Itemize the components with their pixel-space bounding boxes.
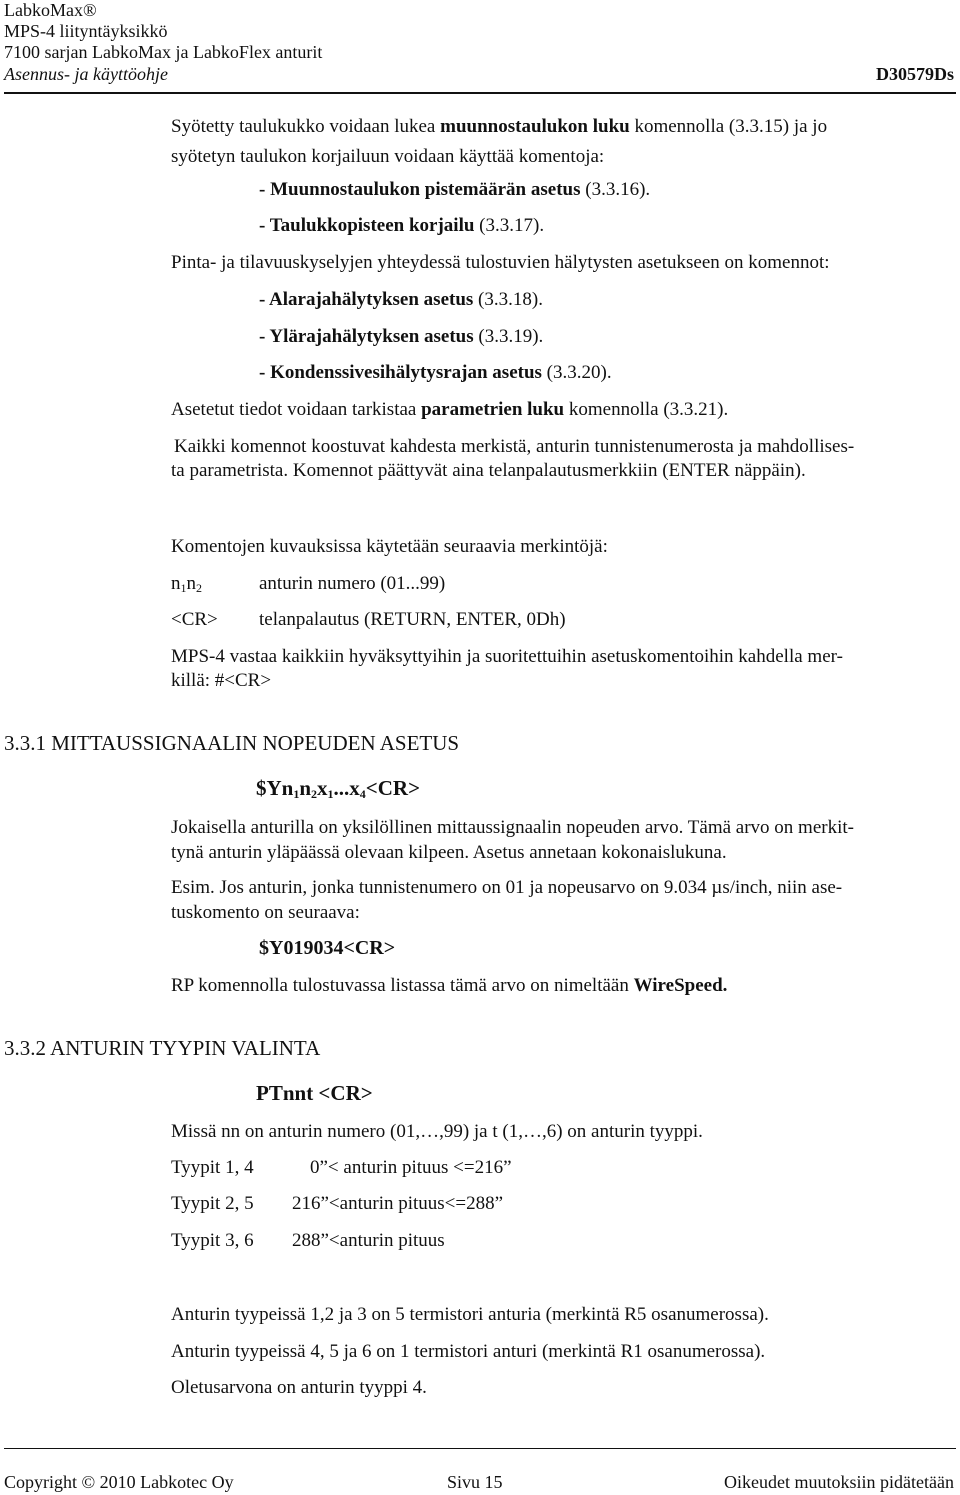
intro-paragraph-4-line2: ta parametrista. Komennot päättyvät aina telanpalautusmerkkiin (ENTER näppäin). [171,460,806,481]
notation-intro: Komentojen kuvauksissa käytetään seuraavia merkintöjä: [171,536,608,557]
section-331-paragraph-1-line2: tynä anturin yläpäässä olevaan kilpeen. Asetus annetaan kokonaislukuna. [171,842,727,863]
header-doc-title: Asennus- ja käyttöohje [4,64,168,84]
section-ref: (3.3.19). [473,326,544,347]
subscript: 1 [293,787,300,801]
notation-term-cr: <CR> [171,609,218,630]
intro-paragraph-1 [171,116,827,138]
parameter-name: WireSpeed. [633,975,728,996]
command-name: - Ylärajahälytyksen asetus [259,326,474,347]
type-row-desc: 288”<anturin pituus [292,1230,445,1251]
subscript: 2 [311,787,318,801]
command-name: muunnostaulukon luku [440,116,630,137]
command-name: - Alarajahälytyksen asetus [259,289,474,310]
command-list-item [259,326,543,348]
section-331-paragraph-1: Jokaisella anturilla on yksilöllinen mittaussignaalin nopeuden arvo. Tämä arvo on merkit- [171,817,854,838]
command-list-item [259,362,612,384]
reply-paragraph-line2: killä: #<CR> [171,670,272,691]
section-ref: (3.3.18). [473,289,543,310]
text: n [171,573,181,594]
footer-divider [4,1448,956,1449]
command-list-item [259,215,544,237]
type-row-desc: 0”< anturin pituus <=216” [310,1157,512,1178]
text: Syötetty taulukukko voidaan lukea [171,116,441,137]
footer-rights: Oikeudet muutoksiin pidätetään [724,1472,954,1492]
notation-desc-cr: telanpalautus (RETURN, ENTER, 0Dh) [259,609,566,630]
type-row-desc: 216”<anturin pituus<=288” [292,1193,504,1214]
text: RP komennolla tulostuvassa listassa tämä arvo on nimeltään [171,975,634,996]
section-ref: (3.3.17). [474,215,545,236]
section-332-note-2: Anturin tyypeissä 4, 5 ja 6 on 1 termistori anturi (merkintä R1 osanumerossa). [171,1341,766,1362]
text: n [299,776,312,800]
section-ref: (3.3.16). [580,179,651,200]
section-331-paragraph-2-line2: tuskomento on seuraava: [171,902,360,923]
header-product: LabkoMax® [4,0,97,20]
reply-paragraph: MPS-4 vastaa kaikkiin hyväksyttyihin ja suoritettuihin asetuskomentoihin kahdella mer- [171,646,843,667]
header-doc-code: D30579Ds [875,64,954,84]
intro-paragraph-2: Pinta- ja tilavuuskyselyjen yhteydessä tulostuvien hälytysten asetukseen on komennot: [171,252,830,273]
section-heading-3-3-2: 3.3.2 ANTURIN TYYPIN VALINTA [4,1036,321,1060]
type-row-label: Tyypit 1, 4 [171,1157,254,1178]
section-331-paragraph-3 [171,975,727,997]
notation-desc-sensor-number: anturin numero (01...99) [259,573,446,594]
text: n [186,573,196,594]
notation-term-sensor-number [171,573,202,595]
text: x [317,776,328,800]
intro-paragraph-3 [171,399,728,421]
command-name: - Muunnostaulukon pistemäärän asetus [259,179,581,200]
command-name: - Taulukkopisteen korjailu [259,215,475,236]
section-heading-3-3-1: 3.3.1 MITTAUSSIGNAALIN NOPEUDEN ASETUS [4,731,460,755]
type-row-label: Tyypit 2, 5 [171,1193,254,1214]
command-list-item [259,289,543,311]
section-ref: (3.3.20). [541,362,612,383]
subscript: 2 [196,581,202,595]
section-332-note-1: Anturin tyypeissä 1,2 ja 3 on 5 termistori anturia (merkintä R5 osanumerossa). [171,1304,769,1325]
text: Asetetut tiedot voidaan tarkistaa [171,399,422,420]
command-list-item [259,179,650,201]
intro-paragraph-1-line2: syötetyn taulukon korjailuun voidaan käyttää komentoja: [171,146,605,167]
section-331-paragraph-2: Esim. Jos anturin, jonka tunnistenumero on 01 ja nopeusarvo on 9.034 µs/inch, niin ase- [171,877,843,898]
text: ...x [333,776,360,800]
command-syntax-y [256,776,420,801]
command-name: parametrien luku [421,399,565,420]
type-row-label: Tyypit 3, 6 [171,1230,254,1251]
footer-page-number: Sivu 15 [447,1472,503,1492]
header-unit: MPS-4 liityntäyksikkö [4,21,168,41]
section-332-paragraph-1: Missä nn on anturin numero (01,…,99) ja t (1,…,6) on anturin tyyppi. [171,1121,703,1142]
command-example: $Y019034<CR> [259,937,396,959]
section-332-note-3: Oletusarvona on anturin tyyppi 4. [171,1377,427,1398]
subscript: 4 [359,787,366,801]
header-divider [4,92,956,94]
intro-paragraph-4: Kaikki komennot koostuvat kahdesta merkistä, anturin tunnistenumerosta ja mahdollises- [174,436,855,457]
text: komennolla (3.3.15) ja jo [629,116,828,137]
command-name: - Kondenssivesihälytysrajan asetus [259,362,542,383]
header-series: 7100 sarjan LabkoMax ja LabkoFlex anturit [4,42,323,62]
text: komennolla (3.3.21). [564,399,729,420]
command-syntax-pt: PTnnt <CR> [256,1081,373,1105]
subscript: 1 [327,787,334,801]
text: $Yn [256,776,294,800]
subscript: 1 [180,581,187,595]
text: <CR> [365,776,421,800]
footer-copyright: Copyright © 2010 Labkotec Oy [4,1472,234,1492]
